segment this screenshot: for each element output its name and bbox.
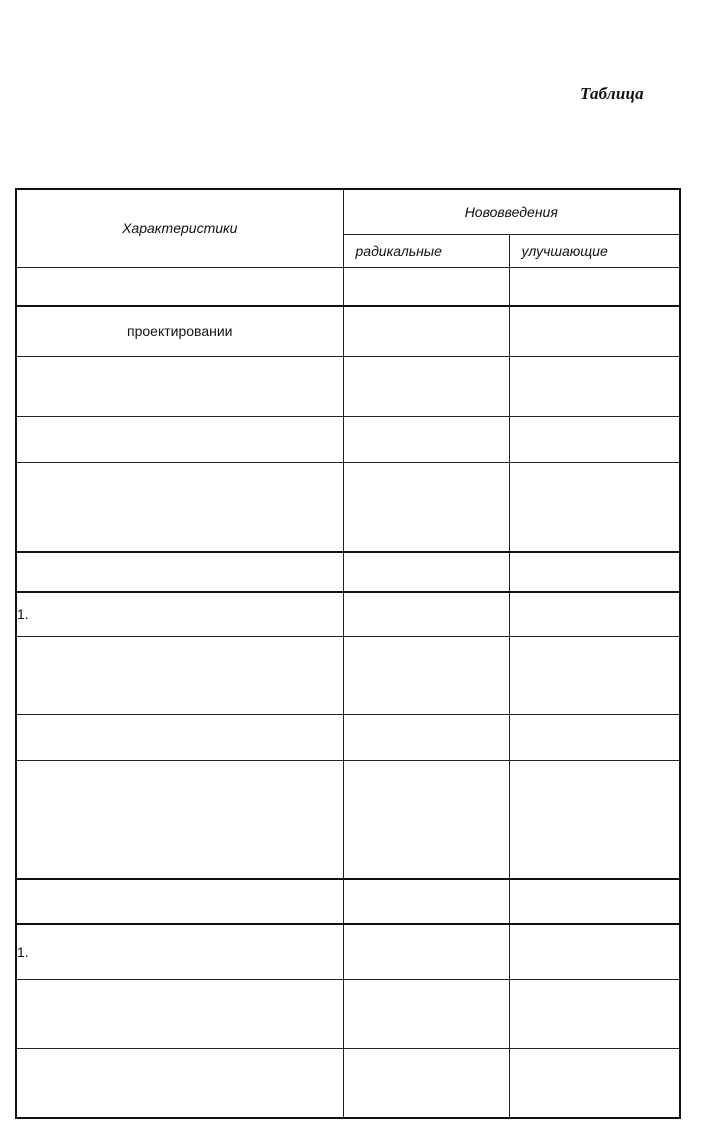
cell-radical xyxy=(343,356,509,416)
header-improving: улучшающие xyxy=(509,234,680,267)
table-row xyxy=(16,714,680,760)
cell-improving xyxy=(509,879,680,924)
row-label xyxy=(16,267,343,306)
table-row xyxy=(16,306,680,356)
row-label xyxy=(16,416,343,462)
cell-improving xyxy=(509,979,680,1048)
table-row xyxy=(16,979,680,1048)
cell-improving xyxy=(509,552,680,592)
row-label xyxy=(16,636,343,714)
table-row xyxy=(16,552,680,592)
cell-improving xyxy=(509,306,680,356)
row-label xyxy=(16,356,343,416)
header-innovations: Нововведения xyxy=(343,189,680,234)
table-row xyxy=(16,636,680,714)
cell-improving xyxy=(509,1048,680,1118)
table-row xyxy=(16,267,680,306)
cell-radical xyxy=(343,760,509,879)
cell-improving xyxy=(509,760,680,879)
cell-radical xyxy=(343,416,509,462)
cell-improving xyxy=(509,267,680,306)
cell-radical xyxy=(343,462,509,552)
table-row xyxy=(16,462,680,552)
cell-radical xyxy=(343,267,509,306)
table-row xyxy=(16,356,680,416)
row-label xyxy=(16,552,343,592)
table-row xyxy=(16,416,680,462)
row-label: 1. xyxy=(16,924,343,979)
row-label: проектировании xyxy=(16,306,343,356)
table-row xyxy=(16,879,680,924)
cell-improving xyxy=(509,714,680,760)
cell-improving xyxy=(509,924,680,979)
row-label: 1. xyxy=(16,592,343,636)
header-radical: радикальные xyxy=(343,234,509,267)
cell-radical xyxy=(343,1048,509,1118)
table-row xyxy=(16,760,680,879)
cell-improving xyxy=(509,592,680,636)
row-label xyxy=(16,760,343,879)
cell-radical xyxy=(343,924,509,979)
header-characteristics: Характеристики xyxy=(16,189,343,267)
cell-improving xyxy=(509,416,680,462)
row-label xyxy=(16,1048,343,1118)
cell-radical xyxy=(343,306,509,356)
characteristics-table xyxy=(15,188,681,1119)
cell-radical xyxy=(343,552,509,592)
cell-radical xyxy=(343,592,509,636)
table-caption: Таблица xyxy=(580,84,644,103)
row-label xyxy=(16,462,343,552)
row-label xyxy=(16,879,343,924)
cell-improving xyxy=(509,636,680,714)
row-label xyxy=(16,979,343,1048)
cell-radical xyxy=(343,636,509,714)
row-label xyxy=(16,714,343,760)
cell-radical xyxy=(343,979,509,1048)
cell-radical xyxy=(343,879,509,924)
cell-improving xyxy=(509,356,680,416)
cell-improving xyxy=(509,462,680,552)
cell-radical xyxy=(343,714,509,760)
table-row xyxy=(16,924,680,979)
table-row xyxy=(16,1048,680,1118)
table-row xyxy=(16,592,680,636)
